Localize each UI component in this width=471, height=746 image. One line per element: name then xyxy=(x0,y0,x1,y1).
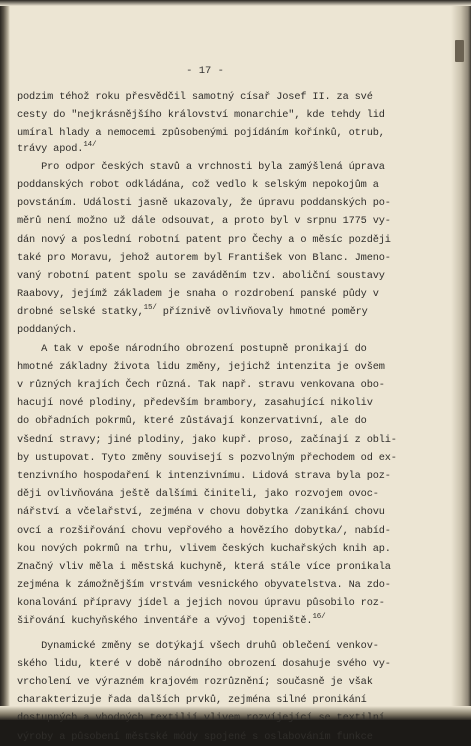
text-line-content: tenzivního hospodaření k intenzivnímu. Lidová strava byla poz- xyxy=(17,469,391,482)
text-line xyxy=(17,176,471,194)
text-line-content: drobné selské statky, xyxy=(17,306,144,319)
text-line-content: v různých krajích Čech různá. Tak např. stravu venkovana obo- xyxy=(17,379,385,391)
text-line-content: poddaných. xyxy=(17,324,78,337)
text-line-content: konalování přípravy jídel a jejich novou úpravu působilo roz- xyxy=(17,597,385,610)
text-line-content: do obřadních pokrmů, které zůstávají konzervativní, ale do xyxy=(17,415,367,428)
body-text xyxy=(0,88,471,746)
binder-tab xyxy=(455,40,464,62)
text-line-content: dostupných a vhodných textilií vlivem rozvíjející se textilní xyxy=(17,712,385,725)
text-line-content: A tak v epoše národního obrození postupně pronikají do xyxy=(17,342,367,355)
text-line-content: cesty do "nejkrásnějšího království monarchie", kde tehdy lid xyxy=(17,109,385,122)
text-line xyxy=(17,673,471,691)
text-line xyxy=(17,194,471,212)
text-line xyxy=(17,285,471,303)
text-line xyxy=(17,358,471,376)
text-line xyxy=(17,558,471,576)
text-line-content: povstáním. Události jasně ukazovaly, že úpravu poddanských po- xyxy=(17,197,391,210)
text-line-content: by ustupovat. Tyto změny souvisejí s pozvolným přechodem od ex- xyxy=(17,451,397,464)
text-line xyxy=(17,467,471,485)
text-line xyxy=(17,522,471,540)
text-line-content: vaný robotní patent spolu se zaváděním tzv. aboliční soustavy xyxy=(17,269,385,282)
text-line xyxy=(17,728,471,746)
text-line-content: šiřování kuchyňského inventáře a vývoj topeniště. xyxy=(17,615,313,628)
text-line xyxy=(17,691,471,709)
footnote-reference: 15/ xyxy=(143,304,157,313)
text-line xyxy=(17,394,471,412)
text-line xyxy=(17,576,471,594)
text-line-content: Značný vliv měla i městská kuchyně, která stále více pronikala xyxy=(17,560,391,573)
text-line xyxy=(17,655,471,673)
text-line xyxy=(17,431,471,449)
text-line xyxy=(17,303,471,321)
text-line-content: měrů není možno už dále odsouvat, a proto byl v srpnu 1775 vy- xyxy=(17,215,391,228)
text-line xyxy=(17,376,471,394)
text-line xyxy=(17,88,471,106)
text-line xyxy=(17,612,471,630)
page-number: - 17 - xyxy=(186,65,224,77)
text-line xyxy=(17,412,471,430)
text-line-content: vrcholení ve výrazném krajovém rozrůznění; současně je však xyxy=(17,676,373,688)
footnote-reference: 16/ xyxy=(312,613,326,622)
text-line xyxy=(17,637,471,655)
text-line-content: trávy apod. xyxy=(17,142,84,155)
text-line xyxy=(17,321,471,339)
text-line-content: podzim téhož roku přesvědčil samotný císař Josef II. za své xyxy=(17,91,373,103)
text-line-content: kou nových pokrmů na trhu, vlivem českých kuchařských knih ap. xyxy=(17,542,391,555)
text-line-content: výroby a působení městské módy spojené s oslabováním funkce xyxy=(17,730,373,743)
text-line xyxy=(17,231,471,249)
text-line-content: hacují nové plodiny, především brambory, zasahující nikoliv xyxy=(17,397,373,410)
text-line xyxy=(17,267,471,285)
page-top-shadow xyxy=(0,0,471,6)
text-line xyxy=(17,485,471,503)
text-line xyxy=(17,212,471,230)
text-line xyxy=(17,503,471,521)
text-line xyxy=(17,594,471,612)
text-line xyxy=(17,249,471,267)
text-line-content: všední stravy; jiné plodiny, jako kupř. proso, začínají z obli- xyxy=(17,433,397,446)
text-line-content: poddanských robot odkládána, což vedlo k selským nepokojům a xyxy=(17,178,379,191)
text-line-content: Pro odpor českých stavů a vrchnosti byla zamýšlená úprava xyxy=(17,160,385,173)
text-line xyxy=(17,158,471,176)
text-line-content: ději ovlivňována ještě dalšími činiteli, jako rozvojem ovoc- xyxy=(17,488,379,501)
text-line xyxy=(17,340,471,358)
text-line-content: Dynamické změny se dotýkají všech druhů oblečení venkov- xyxy=(17,639,379,652)
text-line-content: dán nový a poslední robotní patent pro Čechy a o měsíc později xyxy=(17,233,391,246)
text-line xyxy=(17,449,471,467)
footnote-reference: 14/ xyxy=(83,140,97,149)
text-line xyxy=(17,140,471,158)
text-line-content: nářství a včelařství, zejména v chovu dobytka /zanikání chovu xyxy=(17,506,385,519)
text-line-content: ovcí a rozšiřování chovu vepřového a hovězího dobytka/, nabíd- xyxy=(17,524,391,537)
text-line-content: také pro Moravu, jehož autorem byl František von Blanc. Jmeno- xyxy=(17,251,391,264)
text-line-content: umíral hlady a nemocemi způsobenými pojídáním kořínků, otrub, xyxy=(17,127,385,140)
text-line-continuation: příznivě ovlivňovaly hmotné poměry xyxy=(156,306,368,319)
text-line-content: ského lidu, které v době národního obrození dosahuje svého vy- xyxy=(17,657,391,670)
text-line-content: zejména k zámožnějším vrstvám vesnického obyvatelstva. Na zdo- xyxy=(17,579,391,592)
text-line-content: charakterizuje řada dalších prvků, zejména silné pronikání xyxy=(17,694,367,707)
text-line-content: Raabovy, jejímž základem je snaha o rozdrobení panské půdy v xyxy=(17,288,379,301)
text-line-content: hmotné základny života lidu změny, jejichž intenzita je ovšem xyxy=(17,360,385,373)
text-line xyxy=(17,709,471,727)
text-line xyxy=(17,106,471,124)
text-line xyxy=(17,540,471,558)
